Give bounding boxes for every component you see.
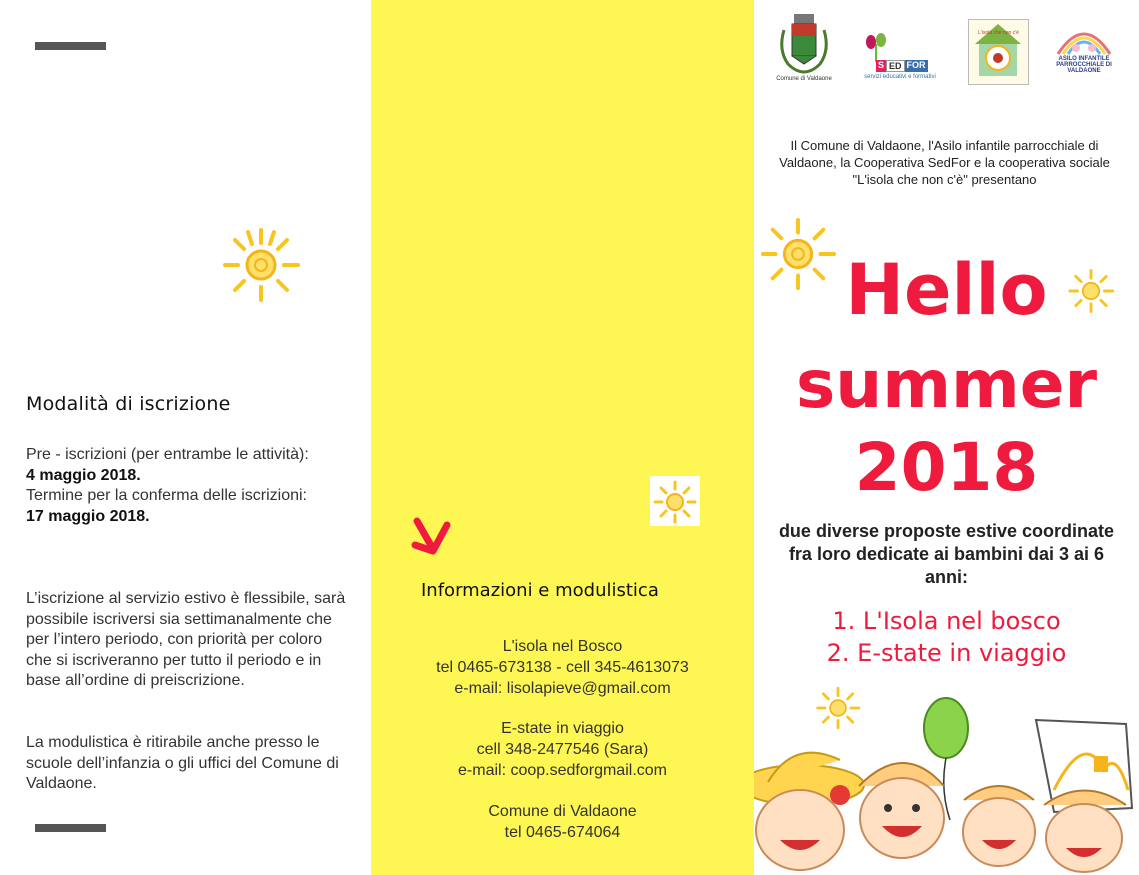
isola-logo: [968, 19, 1029, 85]
sun-icon: [650, 476, 700, 526]
asilo-caption: ASILO INFANTILE PARROCCHIALE DI VALDAONE: [1056, 56, 1112, 74]
registration-heading: Modalità di iscrizione: [26, 393, 231, 415]
sedfor-for: FOR: [906, 60, 926, 70]
contact-comune: [371, 801, 754, 843]
asilo-logo: [1048, 20, 1120, 82]
title-year: 2018: [854, 429, 1039, 506]
sedfor-caption: servizi educativi e formativi: [864, 74, 936, 80]
preregistration-date: 4 maggio 2018.: [26, 466, 141, 484]
contact-email: e-mail: coop.sedforgmail.com: [458, 762, 667, 779]
contact-name: E-state in viaggio: [501, 720, 624, 737]
middle-panel: [371, 0, 754, 875]
arrow-down-right-icon: [409, 515, 457, 559]
intro-text: Il Comune di Valdaone, l'Asilo infantile parrocchiale di Valdaone, la Cooperativa SedFor e la cooperativa sociale "L'isola che non c'è" presentano: [779, 138, 1110, 187]
confirmation-label: Termine per la conferma delle iscrizioni:: [26, 487, 307, 504]
contact-isola: [371, 636, 754, 699]
comune-caption: Comune di Valdaone: [776, 76, 832, 82]
coat-of-arms-icon: [774, 10, 834, 76]
contact-estate: [371, 718, 754, 781]
title-summer: summer: [795, 346, 1098, 423]
preregistration-block: [26, 445, 346, 527]
bottom-divider-bar: [35, 824, 106, 832]
contact-phone: cell 348-2477546 (Sara): [476, 741, 649, 758]
confirmation-date: 17 maggio 2018.: [26, 507, 150, 525]
sun-icon: [220, 226, 302, 304]
children-illustration: [754, 690, 1139, 875]
sedfor-ed: ED: [886, 60, 905, 72]
preregistration-label: Pre - iscrizioni (per entrambe le attività):: [26, 446, 309, 463]
contact-phone: tel 0465-674064: [504, 824, 621, 841]
sprout-icon: [866, 32, 886, 62]
top-divider-bar: [35, 42, 106, 50]
left-panel: [0, 0, 371, 875]
title-hello: Hello: [845, 249, 1048, 331]
activity-item-2: 2. E-state in viaggio: [826, 639, 1067, 667]
contact-phone: tel 0465-673138 - cell 345-4613073: [436, 659, 689, 676]
sedfor-s: S: [878, 60, 885, 70]
subtitle: due diverse proposte estive coordinate fra loro dedicate ai bambini dai 3 ai 6 anni:: [778, 521, 1115, 587]
info-heading: Informazioni e modulistica: [421, 580, 659, 601]
isola-caption: L'isola che non c'è: [978, 30, 1019, 36]
rainbow-children-icon: [1054, 20, 1114, 56]
sedfor-wordmark: [876, 60, 928, 72]
comune-logo: [774, 10, 834, 86]
right-panel: [754, 0, 1139, 875]
flexibility-paragraph: L’iscrizione al servizio estivo è flessibile, sarà possibile iscriversi sia settimanalmente che per l’intero periodo, con priorità per coloro che si iscriveranno per tutto il periodo e in base all’ordine di preiscrizione.: [26, 590, 346, 689]
activity-item-1: 1. L'Isola nel bosco: [832, 607, 1061, 635]
contact-name: Comune di Valdaone: [488, 803, 637, 820]
contact-email: e-mail: lisolapieve@gmail.com: [454, 680, 671, 697]
sedfor-logo: [854, 32, 946, 84]
forms-paragraph: La modulistica è ritirabile anche presso le scuole dell’infanzia o gli uffici del Comune di Valdaone.: [26, 734, 339, 792]
contact-name: L'isola nel Bosco: [502, 638, 623, 655]
